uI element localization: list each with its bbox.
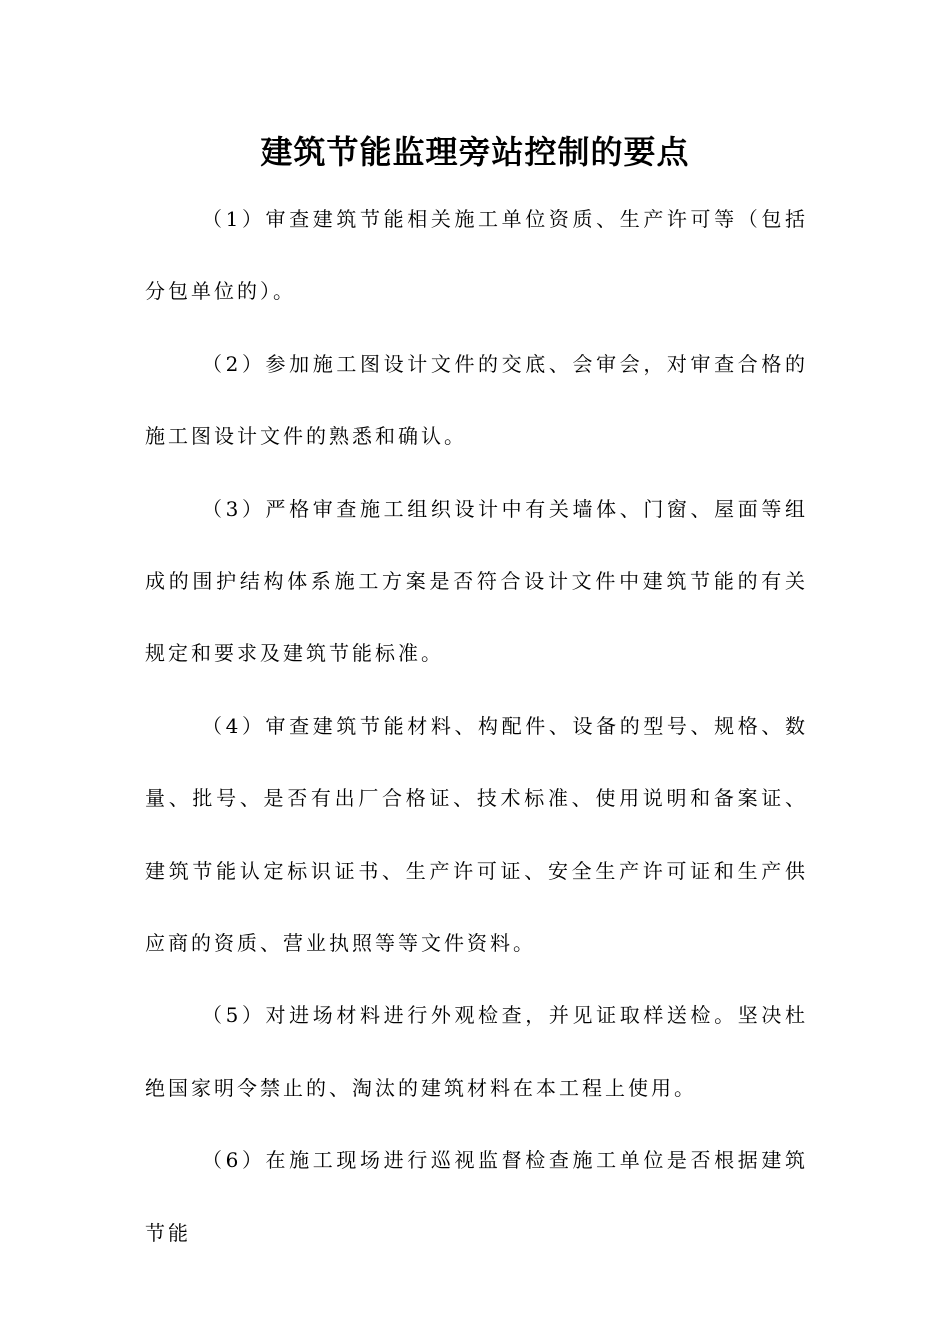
- paragraph-4: （4）审查建筑节能材料、构配件、设备的型号、规格、数量、批号、是否有出厂合格证、技术标准、使用说明和备案证、建筑节能认定标识证书、生产许可证、安全生产许可证和生产供应商的资质、营业执照等等文件资料。: [145, 713, 808, 956]
- paragraph-1: （1）审查建筑节能相关施工单位资质、生产许可等（包括分包单位的）。: [145, 207, 808, 304]
- paragraph-5: （5）对进场材料进行外观检查，并见证取样送检。坚决杜绝国家明令禁止的、淘汰的建筑材料在本工程上使用。: [145, 1003, 808, 1100]
- paragraph-3: （3）严格审查施工组织设计中有关墙体、门窗、屋面等组成的围护结构体系施工方案是否符合设计文件中建筑节能的有关规定和要求及建筑节能标准。: [145, 496, 808, 666]
- paragraph-6: （6）在施工现场进行巡视监督检查施工单位是否根据建筑节能: [145, 1148, 808, 1245]
- paragraph-2: （2）参加施工图设计文件的交底、会审会，对审查合格的施工图设计文件的熟悉和确认。: [145, 351, 808, 449]
- document-body: [145, 183, 808, 1269]
- document-title: 建筑节能监理旁站控制的要点: [260, 133, 690, 171]
